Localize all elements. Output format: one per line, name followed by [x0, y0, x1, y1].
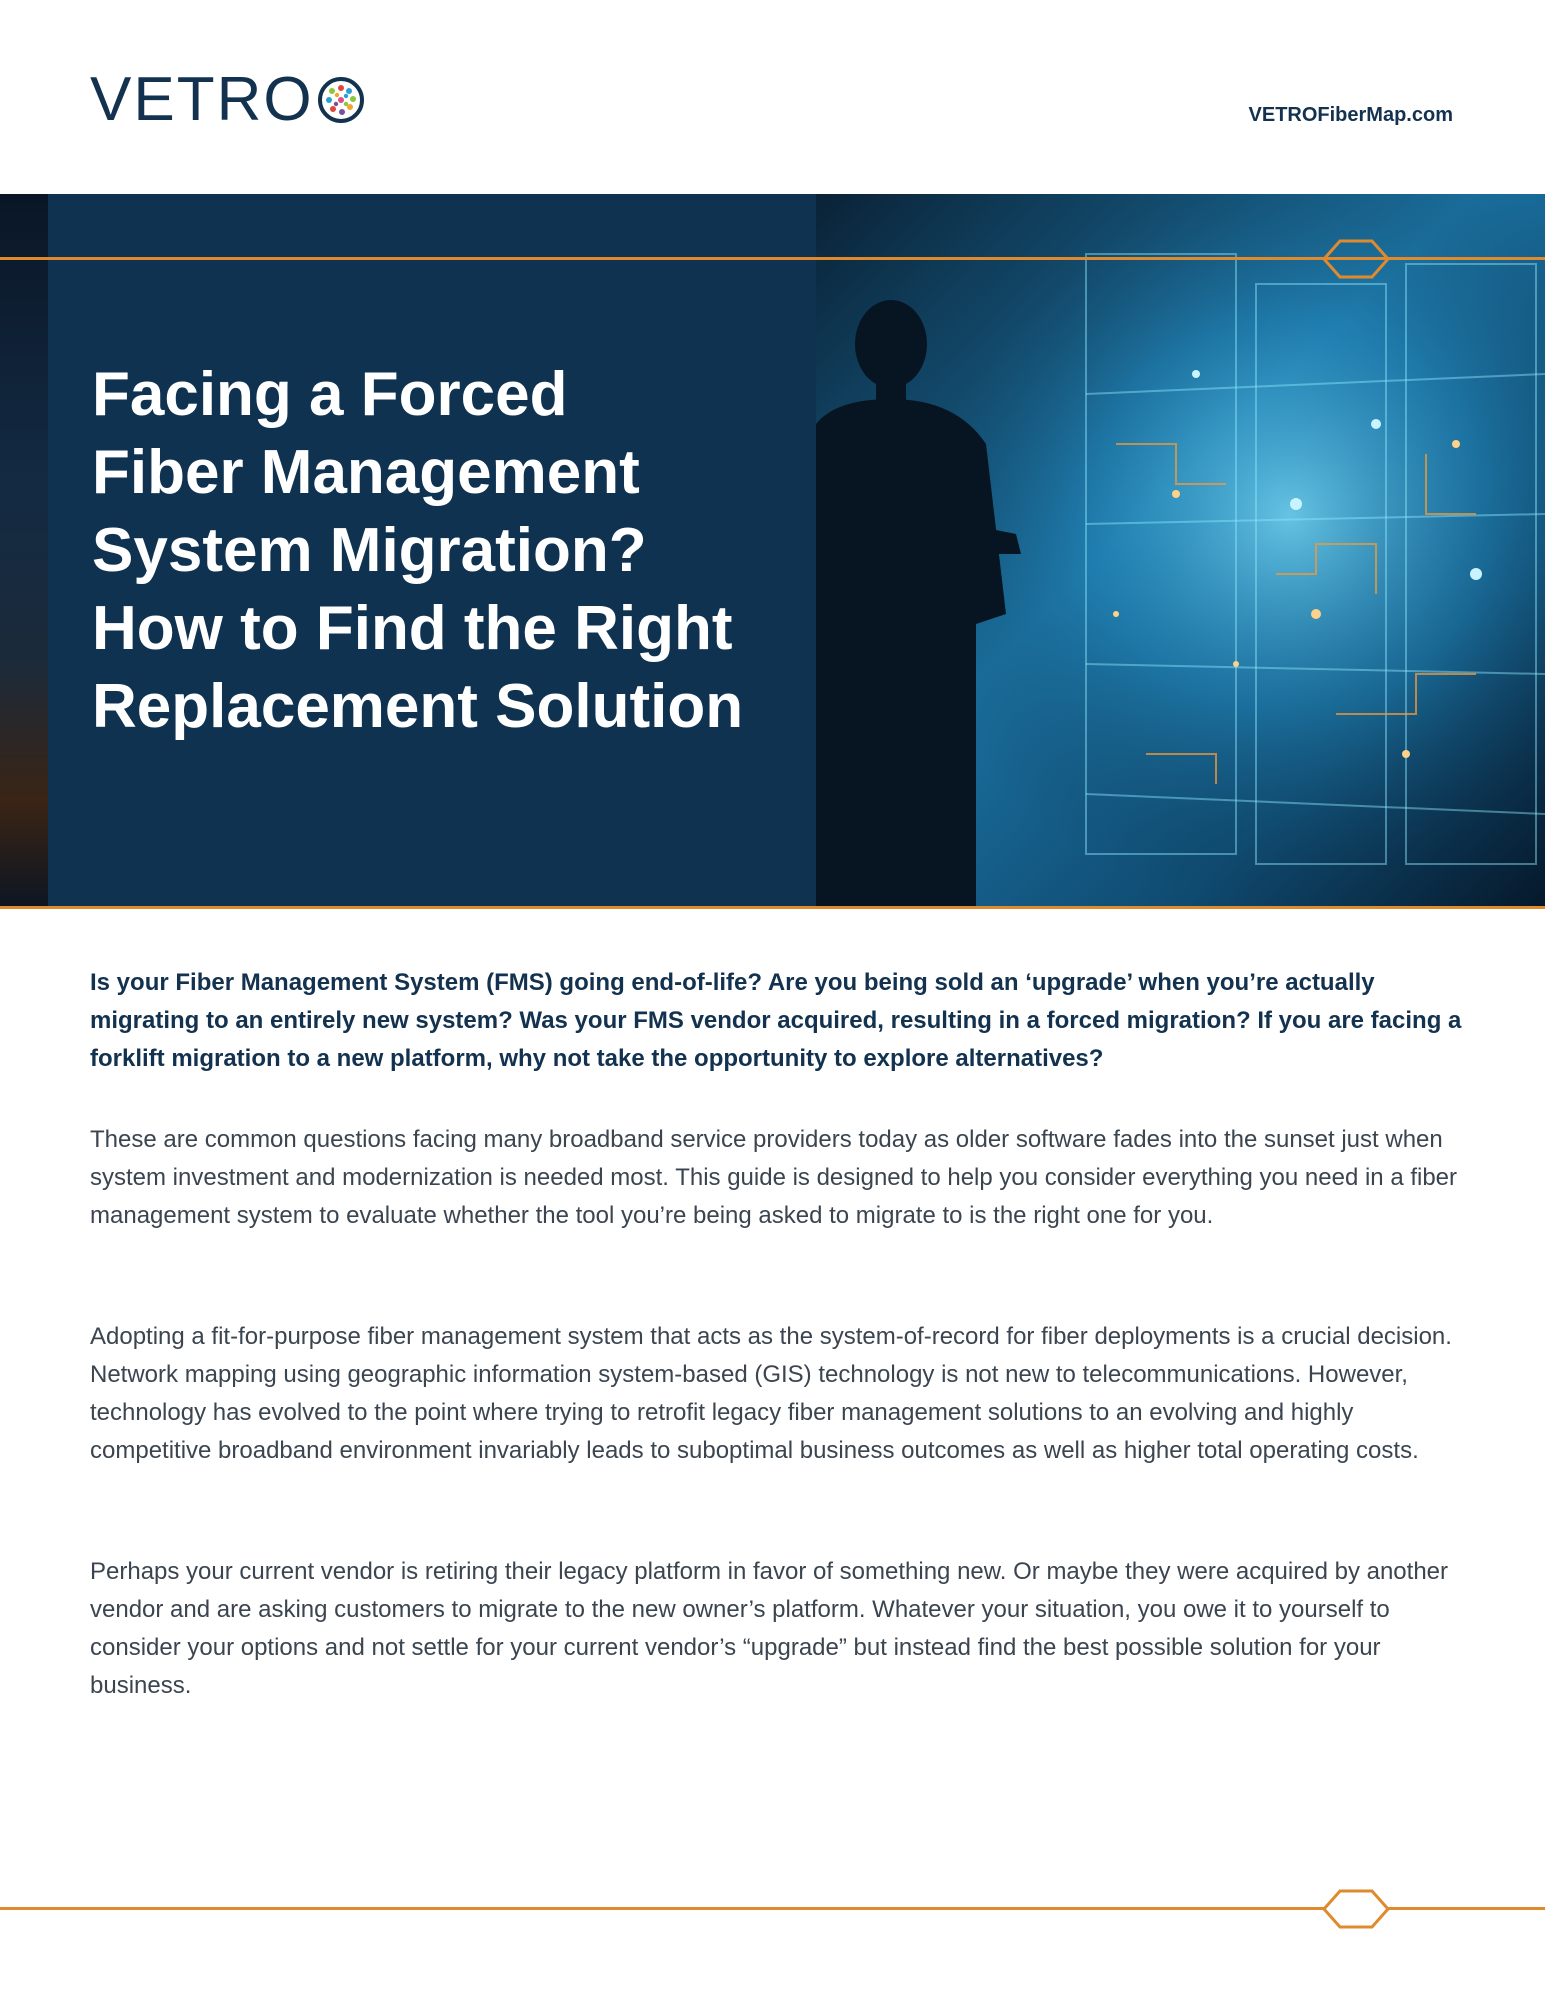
title-line: Facing a Forced: [92, 360, 568, 429]
fiber-bundle-icon: [318, 77, 364, 123]
hero-image-person-network: [816, 194, 1545, 909]
website-url[interactable]: VETROFiberMap.com: [1248, 104, 1453, 126]
diamond-ornament-icon: [1316, 1887, 1396, 1931]
lead-paragraph: Is your Fiber Management System (FMS) going end-of-life? Are you being sold an ‘upgrade’ when you’re actually migrating to an entirely new system? Was your FMS vendor acquired, resulting in a forced migration? If you are facing a forklift migration to a new platform, why not take the opportunity to explore alternatives?: [90, 969, 1462, 1072]
hero-banner: [0, 194, 1545, 909]
body-paragraph-2: Adopting a fit-for-purpose fiber management system that acts as the system-of-record for fiber deployments is a crucial decision. Network mapping using geographic information system-based (GIS) technology is not new to telecommunications. However, technology has evolved to the point where trying to retrofit legacy fiber management solutions to an evolving and highly competitive broadband environment invariably leads to suboptimal business outcomes as well as higher total operating costs.: [90, 1323, 1452, 1464]
hero-bottom-accent-line: [0, 906, 1545, 909]
logo-wordmark: VETRO: [90, 65, 314, 134]
footer-accent-line: [0, 1907, 1545, 1910]
page-title: [92, 356, 792, 746]
title-line: Fiber Management: [92, 438, 640, 507]
hero-top-accent-line: [0, 257, 1545, 260]
body-paragraph-1: These are common questions facing many broadband service providers today as older software fades into the sunset just when system investment and modernization is needed most. This guide is designed to help you consider everything you need in a fiber management system to evaluate whether the tool you’re being asked to migrate to is the right one for you.: [90, 1126, 1458, 1229]
diamond-ornament-icon: [1316, 237, 1396, 281]
hero-left-image-strip: [0, 194, 48, 909]
title-line: How to Find the Right: [92, 594, 733, 663]
title-line: Replacement Solution: [92, 672, 744, 741]
vetro-logo: [90, 65, 364, 134]
title-line: System Migration?: [92, 516, 647, 585]
body-paragraph-3: Perhaps your current vendor is retiring their legacy platform in favor of something new. Or maybe they were acquired by another vendor and are asking customers to migrate to the new owner’s platform. Whatever your situation, you owe it to yourself to consider your options and not settle for your current vendor’s “upgrade” but instead find the best possible solution for your business.: [90, 1558, 1449, 1699]
